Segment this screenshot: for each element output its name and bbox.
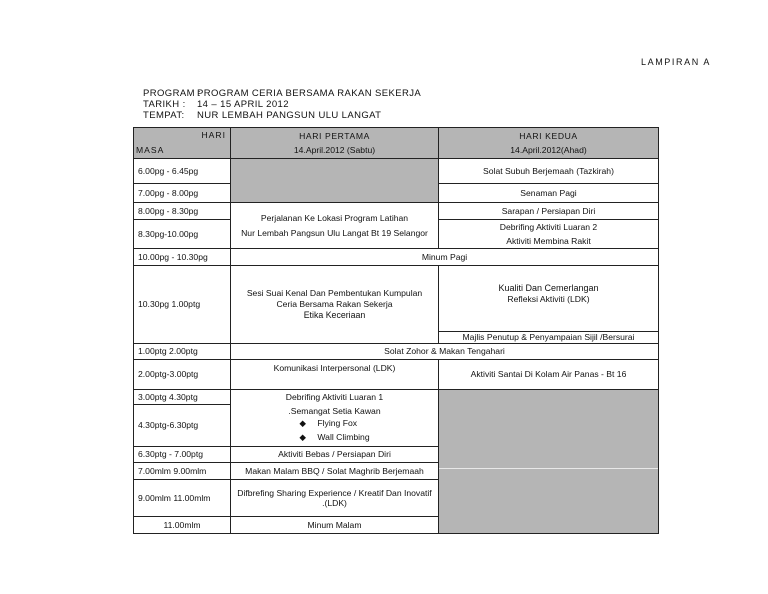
activity-cell: Minum Malam xyxy=(231,517,439,534)
time-cell: 3.00ptg 4.30ptg xyxy=(134,390,231,405)
time-cell: 7.00mlm 9.00mlm xyxy=(134,463,231,480)
time-cell: 7.00pg - 8.00pg xyxy=(134,184,231,203)
diamond-bullet-icon: ◆ xyxy=(299,418,306,428)
program-value: PROGRAM CERIA BERSAMA RAKAN SEKERJA xyxy=(197,88,422,99)
table-row xyxy=(134,344,659,360)
activity-cell: Makan Malam BBQ / Solat Maghrib Berjemaah xyxy=(231,463,439,480)
day2-header-cell xyxy=(439,128,659,159)
kualiti-line1: Kualiti Dan Cemerlangan xyxy=(498,283,599,293)
debrifing2-line2: Aktiviti Membina Rakit xyxy=(506,235,591,246)
masa-header-cell xyxy=(134,128,231,159)
time-cell: 1.00ptg 2.00ptg xyxy=(134,344,231,360)
tarikh-label: TARIKH : xyxy=(143,99,186,110)
time-cell: 4.30ptg-6.30ptg xyxy=(134,405,231,447)
tempat-label: TEMPAT: xyxy=(143,110,185,121)
debrifing2-line1: Debrifing Aktiviti Luaran 2 xyxy=(499,222,598,232)
majlis-text: Majlis Penutup & Penyampaian Sijil /Bersurai xyxy=(439,331,658,343)
time-cell: 8.00pg - 8.30pg xyxy=(134,203,231,220)
activity-cell xyxy=(439,266,659,344)
table-header-row xyxy=(134,128,659,159)
shared-activity-cell: Minum Pagi xyxy=(231,249,659,266)
lampiran-label: LAMPIRAN A xyxy=(641,57,712,67)
day1-header-cell xyxy=(231,128,439,159)
debrifing1: Debrifing Aktiviti Luaran 1 xyxy=(285,392,384,402)
table-row xyxy=(134,360,659,390)
day2-date: 14.April.2012(Ahad) xyxy=(510,144,587,155)
time-cell: 6.00pg - 6.45pg xyxy=(134,159,231,184)
list-item xyxy=(299,416,369,430)
program-label: PROGRAM : xyxy=(143,88,201,99)
time-cell: 8.30pg-10.00pg xyxy=(134,220,231,249)
activity-cell xyxy=(231,390,439,447)
masa-header: MASA xyxy=(136,144,165,155)
tempat-value: NUR LEMBAH PANGSUN ULU LANGAT xyxy=(197,110,382,121)
day1-date: 14.April.2012 (Sabtu) xyxy=(293,144,376,155)
activity-cell: Solat Subuh Berjemaah (Tazkirah) xyxy=(439,159,659,184)
tarikh-value: 14 – 15 APRIL 2012 xyxy=(197,99,289,110)
time-cell: 10.30pg 1.00ptg xyxy=(134,266,231,344)
sesi-line1: Sesi Suai Kenal Dan Pembentukan Kumpulan Ceria Bersama Rakan Sekerja xyxy=(246,288,423,309)
time-cell: 10.00pg - 10.30pg xyxy=(134,249,231,266)
empty-shaded-cell xyxy=(231,159,439,203)
activity-cell: Aktiviti Bebas / Persiapan Diri xyxy=(231,447,439,463)
table-row xyxy=(134,390,659,405)
tempat-line xyxy=(143,110,382,121)
time-cell: 6.30ptg - 7.00ptg xyxy=(134,447,231,463)
activity-cell: Senaman Pagi xyxy=(439,184,659,203)
time-cell: 2.00ptg-3.00ptg xyxy=(134,360,231,390)
activity-cell: Komunikasi Interpersonal (LDK) xyxy=(231,360,439,390)
day1-title: HARI PERTAMA xyxy=(299,131,370,141)
activity-cell: Sarapan / Persiapan Diri xyxy=(439,203,659,220)
perjalanan-line2: Nur Lembah Pangsun Ulu Langat Bt 19 Selangor xyxy=(241,227,428,238)
activity-cell xyxy=(439,220,659,249)
tarikh-line xyxy=(143,99,289,110)
table-row xyxy=(134,159,659,184)
time-cell: 11.00mlm xyxy=(134,517,231,534)
activity-list xyxy=(299,416,369,444)
shared-activity-cell: Solat Zohor & Makan Tengahari xyxy=(231,344,659,360)
empty-shaded-cell xyxy=(439,390,659,534)
wall-climbing-label: Wall Climbing xyxy=(317,432,370,442)
day2-title: HARI KEDUA xyxy=(519,131,578,141)
diamond-bullet-icon: ◆ xyxy=(299,432,306,442)
kualiti-line2: Refleksi Aktiviti (LDK) xyxy=(507,293,590,304)
activity-cell xyxy=(231,203,439,249)
perjalanan-line1: Perjalanan Ke Lokasi Program Latihan xyxy=(260,213,409,223)
sesi-line2: Etika Keceriaan xyxy=(303,310,366,321)
semangat: .Semangat Setia Kawan xyxy=(288,405,381,416)
hari-header: HARI xyxy=(201,130,226,140)
table-row xyxy=(134,266,659,344)
schedule-table xyxy=(133,127,659,534)
activity-cell xyxy=(231,266,439,344)
activity-cell: Difbrefing Sharing Experience / Kreatif Dan Inovatif .(LDK) xyxy=(231,480,439,517)
flying-fox-label: Flying Fox xyxy=(317,418,358,428)
program-line xyxy=(143,88,422,99)
list-item xyxy=(299,430,369,444)
time-cell: 9.00mlm 11.00mlm xyxy=(134,480,231,517)
table-row xyxy=(134,203,659,220)
table-row xyxy=(134,249,659,266)
activity-cell: Aktiviti Santai Di Kolam Air Panas - Bt 16 xyxy=(439,360,659,390)
